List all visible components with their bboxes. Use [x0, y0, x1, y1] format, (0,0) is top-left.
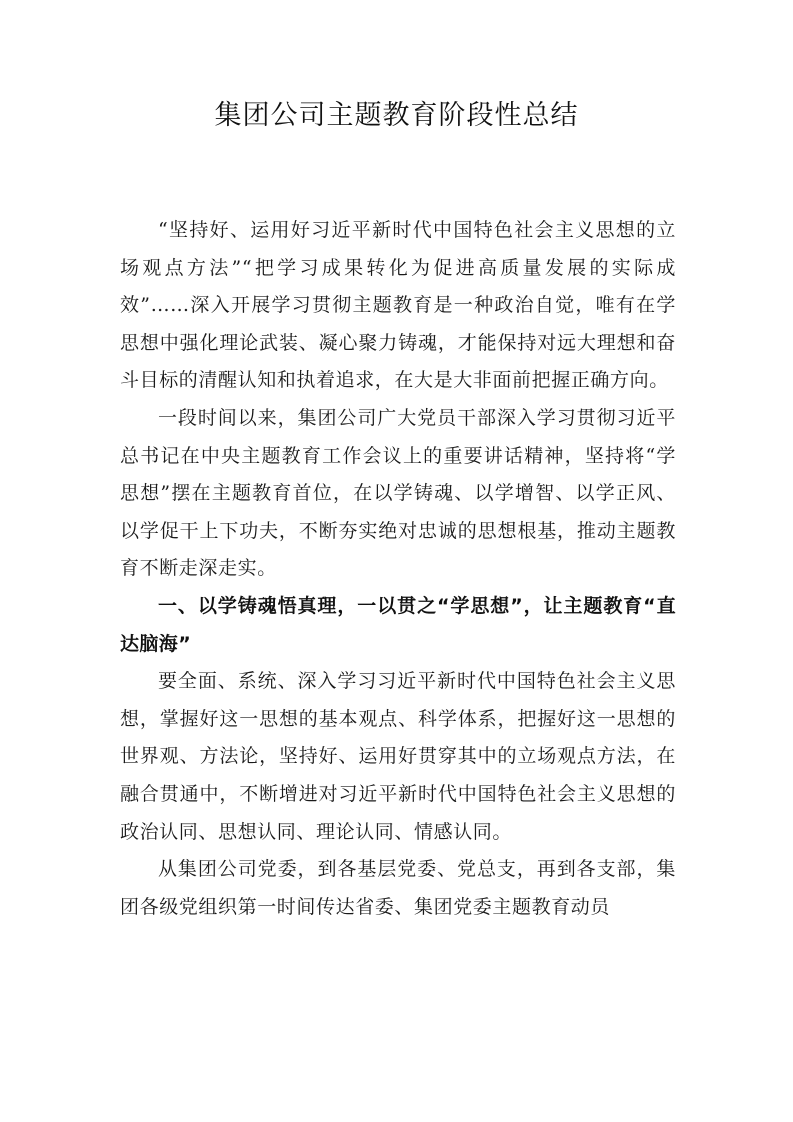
- body-paragraph: 一段时间以来，集团公司广大党员干部深入学习贯彻习近平总书记在中央主题教育工作会议上的重要讲话精神，坚持将“学思想”摆在主题教育首位，在以学铸魂、以学增智、以学正风、以学促干上下功夫，不断夯实绝对忠诚的思想根基，推动主题教育不断走深走实。: [120, 406, 676, 580]
- body-paragraph: “坚持好、运用好习近平新时代中国特色社会主义思想的立场观点方法”“把学习成果转化为促进高质量发展的实际成效”……深入开展学习贯彻主题教育是一种政治自觉，唯有在学思想中强化理论武装、凝心聚力铸魂，才能保持对远大理想和奋斗目标的清醒认知和执着追求，在大是大非面前把握正确方向。: [120, 219, 676, 392]
- section-heading: 一、以学铸魂悟真理，一以贯之“学思想”，让主题教育“直达脑海”: [120, 594, 676, 655]
- document-body: [120, 212, 676, 926]
- body-paragraph: 要全面、系统、深入学习习近平新时代中国特色社会主义思想，掌握好这一思想的基本观点、科学体系，把握好这一思想的世界观、方法论，坚持好、运用好贯穿其中的立场观点方法，在融合贯通中，不断增进对习近平新时代中国特色社会主义思想的政治认同、思想认同、理论认同、情感认同。: [120, 670, 676, 843]
- body-paragraph: 从集团公司党委，到各基层党委、党总支，再到各支部，集团各级党组织第一时间传达省委、集团党委主题教育动员: [120, 858, 676, 918]
- document-title: 集团公司主题教育阶段性总结: [214, 100, 579, 131]
